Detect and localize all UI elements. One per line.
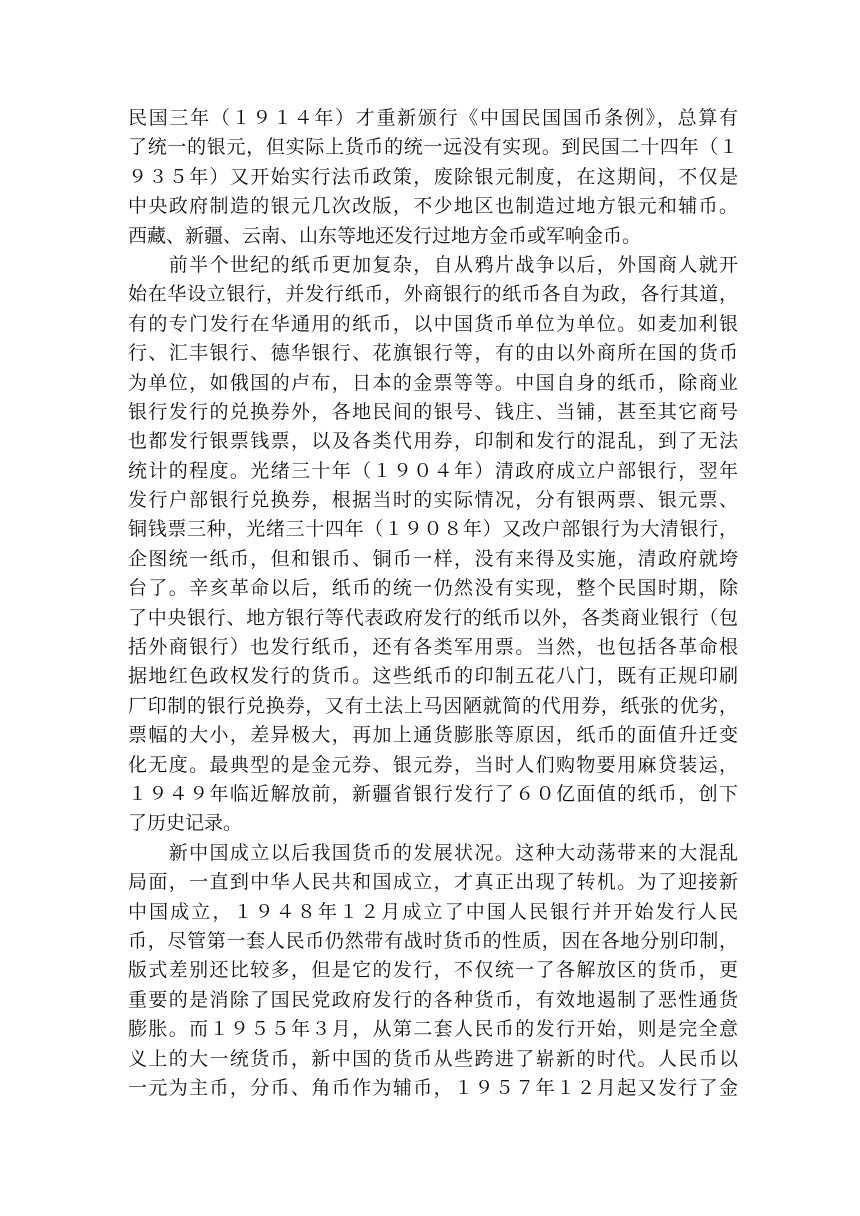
body-text xyxy=(128,104,738,1103)
text-line: 西藏、新疆、云南、山东等地还发行过地方金币或军响金币。 xyxy=(128,224,642,247)
text-line: 据地红色政权发行的货币。这些纸币的印制五花八门，既有正规印刷 xyxy=(128,665,738,688)
text-line: 局面，一直到中华人民共和国成立，才真正出现了转机。为了迎接新 xyxy=(128,871,738,894)
text-line: 化无度。最典型的是金元券、银元券，当时人们购物要用麻贷装运， xyxy=(128,753,738,776)
text-line: 票幅的大小，差异极大，再加上通货膨胀等原因，纸币的面值升迁变 xyxy=(128,724,738,747)
text-line: 统计的程度。光绪三十年（１９０４年）清政府成立户部银行，翌年 xyxy=(128,459,738,482)
text-line: 前半个世纪的纸币更加复杂，自从鸦片战争以后，外国商人就开 xyxy=(128,253,738,276)
text-line: 了历史记录。 xyxy=(128,812,243,835)
text-line: 企图统一纸币，但和银币、铜币一样，没有来得及实施，清政府就垮 xyxy=(128,547,738,570)
text-line: 中国成立，１９４８年１２月成立了中国人民银行并开始发行人民 xyxy=(128,900,738,923)
text-line: 银行发行的兑换券外，各地民间的银号、钱庄、当铺，甚至其它商号 xyxy=(128,400,738,423)
text-line: 始在华设立银行，并发行纸币，外商银行的纸币各自为政，各行其道， xyxy=(128,283,738,306)
text-line: 版式差别还比较多，但是它的发行，不仅统一了各解放区的货币，更 xyxy=(128,959,738,982)
text-line: 义上的大一统货币，新中国的货币从些跨进了崭新的时代。人民币以 xyxy=(128,1047,738,1070)
text-line: 也都发行银票钱票，以及各类代用券，印制和发行的混乱，到了无法 xyxy=(128,430,738,453)
text-line: １９４９年临近解放前，新疆省银行发行了６０亿面值的纸币，创下 xyxy=(128,782,738,805)
text-line: 了中央银行、地方银行等代表政府发行的纸币以外，各类商业银行（包 xyxy=(128,606,738,629)
text-line: 新中国成立以后我国货币的发展状况。这种大动荡带来的大混乱 xyxy=(128,841,738,864)
text-line: 括外商银行）也发行纸币，还有各类军用票。当然，也包括各革命根 xyxy=(128,636,738,659)
text-line: 台了。辛亥革命以后，纸币的统一仍然没有实现，整个民国时期，除 xyxy=(128,577,738,600)
text-line: ９３５年）又开始实行法币政策，废除银元制度，在这期间，不仅是 xyxy=(128,165,738,188)
text-line: 重要的是消除了国民党政府发行的各种货币，有效地遏制了恶性通货 xyxy=(128,988,738,1011)
text-line: 厂印制的银行兑换券，又有土法上马因陋就简的代用券，纸张的优劣， xyxy=(128,694,738,717)
text-line: 中央政府制造的银元几次改版，不少地区也制造过地方银元和辅币。 xyxy=(128,195,738,218)
text-line: 膨胀。而１９５５年３月，从第二套人民币的发行开始，则是完全意 xyxy=(128,1018,738,1041)
text-line: 有的专门发行在华通用的纸币，以中国货币单位为单位。如麦加利银 xyxy=(128,312,738,335)
text-line: 一元为主币，分币、角币作为辅币，１９５７年１２月起又发行了金 xyxy=(128,1076,738,1099)
text-line: 行、汇丰银行、德华银行、花旗银行等，有的由以外商所在国的货币 xyxy=(128,342,738,365)
text-line: 了统一的银元，但实际上货币的统一远没有实现。到民国二十四年（１ xyxy=(128,136,738,159)
text-line: 铜钱票三种，光绪三十四年（１９０８年）又改户部银行为大清银行， xyxy=(128,518,738,541)
text-line: 为单位，如俄国的卢布，日本的金票等等。中国自身的纸币，除商业 xyxy=(128,371,738,394)
text-line: 民国三年（１９１４年）才重新颁行《中国民国国币条例》，总算有 xyxy=(128,107,738,129)
text-line: 发行户部银行兑换券，根据当时的实际情况，分有银两票、银元票、 xyxy=(128,489,738,512)
text-line: 币，尽管第一套人民币仍然带有战时货币的性质，因在各地分别印制， xyxy=(128,929,738,952)
